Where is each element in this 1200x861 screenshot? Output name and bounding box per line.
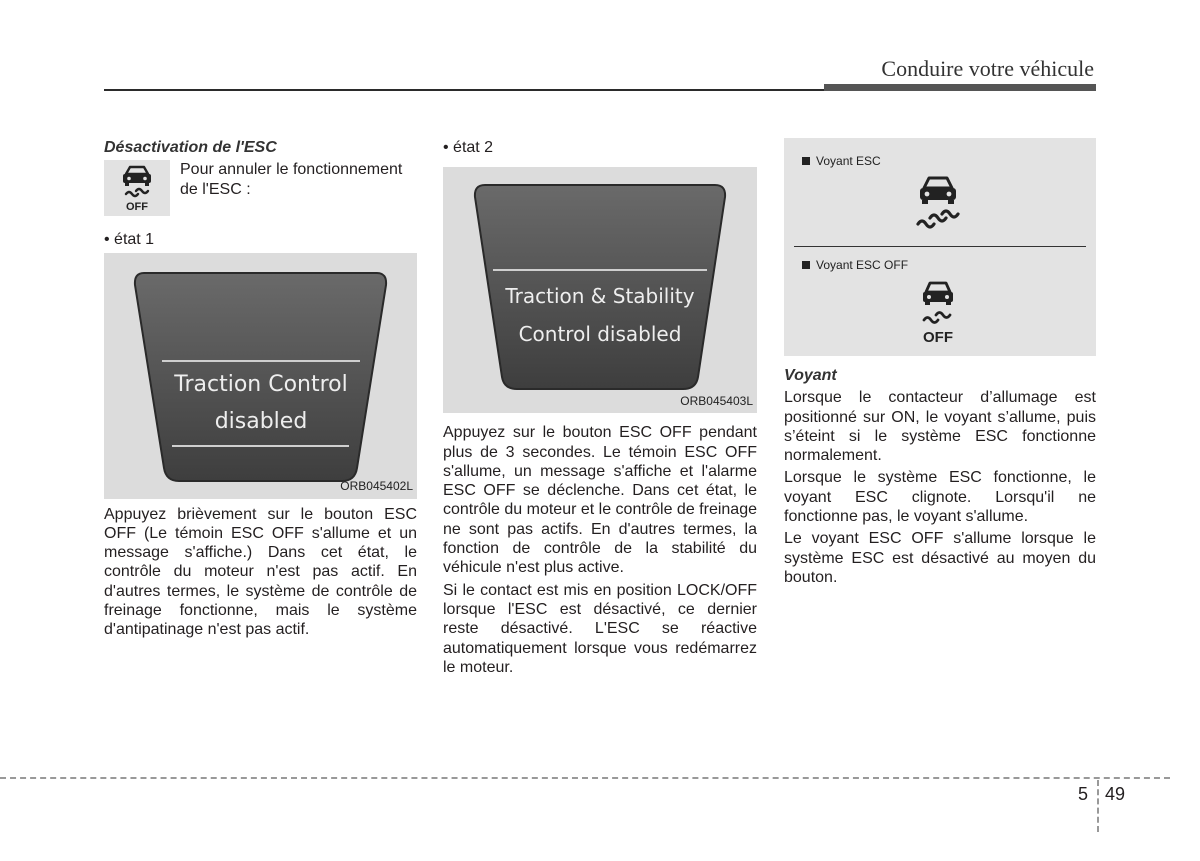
indicator-panel: [784, 138, 1096, 356]
display-line-2: disabled: [214, 408, 308, 434]
page-number: 49: [1105, 784, 1126, 804]
figure-state-1: [104, 253, 417, 499]
esc-off-indicator-icon: [916, 280, 960, 348]
display-line-1: Traction & Stability: [505, 284, 695, 309]
header-rule: [104, 89, 824, 91]
section-heading: Désactivation de l'ESC: [104, 139, 277, 156]
intro-text: Pour annuler le fonctionnement de l'ESC :: [180, 161, 403, 198]
esc-off-indicator-caption: [802, 256, 908, 275]
esc-off-indicator-label: Voyant ESC OFF: [816, 258, 909, 272]
body-text-2: Lorsque le système ESC fonctionne, le voyant ESC clignote. Lorsqu'il ne fonctionne pas, le voyant s'allume.: [784, 469, 1096, 526]
display-line-2: Control disabled: [518, 322, 682, 347]
column-1: [104, 138, 417, 643]
esc-off-icon-label: OFF: [126, 201, 148, 213]
footer-rule: [0, 777, 1170, 779]
body-text-1: Lorsque le contacteur d’allumage est positionné sur ON, le voyant s’allume, puis s’éteint si le système ESC fonctionne normalement.: [784, 389, 1096, 465]
body-text-1: Appuyez sur le bouton ESC OFF pendant plus de 3 secondes. Le témoin ESC OFF s'allume, un message s'affiche et l'alarme ESC OFF se déclenche. Dans cet état, le contrôle du moteur et le contrôle de freinage ne sont pas actifs. En d'autres termes, la fonction de contrôle de la stabilité du véhicule n'est plus active.: [443, 424, 757, 577]
esc-indicator-icon: [912, 174, 964, 238]
column-2: [443, 138, 757, 680]
esc-indicator-caption: [802, 152, 881, 171]
body-text: Appuyez brièvement sur le bouton ESC OFF (Le témoin ESC OFF s'allume et un message s'affiche.) Dans cet état, le contrôle du moteur n'est pas actif. En d'autres termes, le système de contrôle de freinage fonctionne, mais le système d'antipatinage n'est pas actif.: [104, 505, 417, 639]
page-header-title: Conduire votre véhicule: [881, 56, 1094, 81]
state-1-label: • état 1: [104, 231, 155, 249]
figure-state-2: [443, 167, 757, 413]
display-line-1: Traction Control: [174, 371, 348, 397]
esc-indicator-label: Voyant ESC: [816, 154, 881, 168]
body-text-2: Si le contact est mis en position LOCK/OFF lorsque l'ESC est désactivé, ce dernier reste désactivé. L'ESC se réactive automatiquement lorsque vous redémarrez le moteur.: [443, 581, 757, 676]
state-2-label: • état 2: [443, 139, 494, 156]
esc-off-instruction: [104, 160, 417, 216]
section-heading: Voyant: [784, 367, 837, 384]
column-3: [784, 138, 1096, 590]
body-text-3: Le voyant ESC OFF s'allume lorsque le système ESC est désactivé au moyen du bouton.: [784, 530, 1096, 586]
header-rule-accent: [824, 84, 1096, 91]
figure-code: ORB045402L: [340, 479, 413, 494]
esc-off-indicator-text: OFF: [923, 329, 953, 346]
indicator-divider: [794, 246, 1086, 247]
footer-divider: [1097, 780, 1099, 832]
cluster-display-state-1: [104, 253, 417, 499]
esc-off-icon: [104, 160, 170, 216]
figure-code: ORB045403L: [680, 394, 753, 408]
chapter-number: 5: [1078, 784, 1089, 804]
cluster-display-state-2: [443, 167, 757, 413]
